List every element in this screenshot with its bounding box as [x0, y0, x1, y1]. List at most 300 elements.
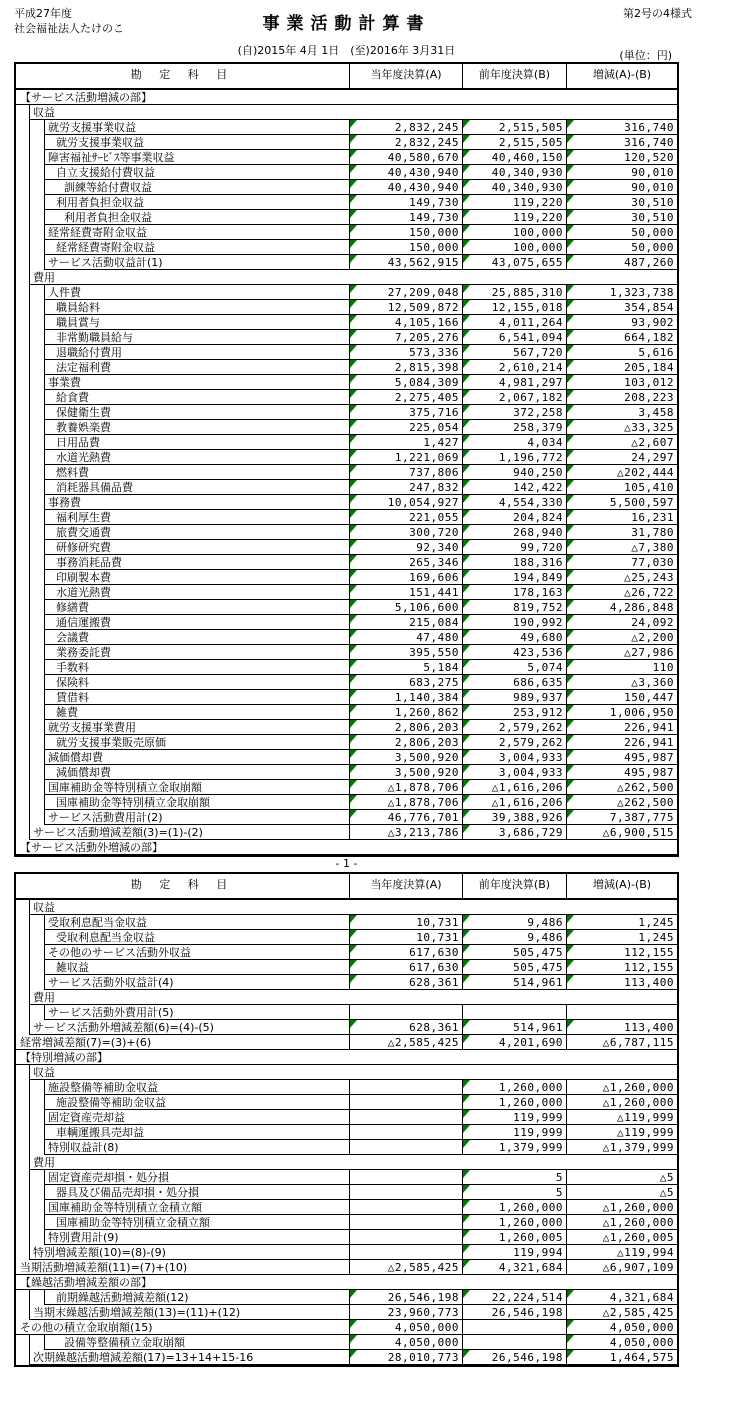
amount-previous: 4,011,264	[463, 315, 567, 330]
cell-flag-triangle-icon	[350, 375, 357, 383]
amount-diff: △2,585,425	[567, 1305, 677, 1320]
amount-previous: 9,486	[463, 915, 567, 930]
cell-flag-triangle-icon	[350, 720, 357, 728]
table-header-row	[16, 64, 677, 90]
amount-previous: 190,992	[463, 615, 567, 630]
account-row	[16, 555, 677, 570]
amount-current: △1,878,706	[350, 795, 463, 810]
amount-diff: △202,444	[567, 465, 677, 480]
indent-gutter	[16, 1215, 30, 1230]
amount-current: △2,585,425	[350, 1260, 463, 1275]
account-label: 研修研究費	[45, 540, 350, 555]
cell-flag-triangle-icon	[463, 1260, 470, 1268]
indent-gutter	[16, 630, 30, 645]
amount-current	[350, 1095, 463, 1110]
indent-gutter	[30, 675, 45, 690]
account-row	[16, 645, 677, 660]
indent-gutter	[30, 1215, 45, 1230]
indent-gutter	[16, 705, 30, 720]
account-row	[16, 1230, 677, 1245]
amount-diff: 4,321,684	[567, 1290, 677, 1305]
amount-previous: 119,220	[463, 195, 567, 210]
amount-current: △2,585,425	[350, 1035, 463, 1050]
cell-flag-triangle-icon	[463, 600, 470, 608]
cell-flag-triangle-icon	[463, 1035, 470, 1043]
amount-current: 617,630	[350, 945, 463, 960]
amount-diff: 664,182	[567, 330, 677, 345]
cell-flag-triangle-icon	[463, 555, 470, 563]
indent-gutter	[16, 240, 30, 255]
account-row	[16, 495, 677, 510]
cell-flag-triangle-icon	[463, 1230, 470, 1238]
indent-gutter	[16, 480, 30, 495]
amount-current	[350, 1170, 463, 1185]
cell-flag-triangle-icon	[567, 285, 574, 293]
cell-flag-triangle-icon	[567, 945, 574, 953]
indent-gutter	[30, 1110, 45, 1125]
amount-diff: 77,030	[567, 555, 677, 570]
accounting-period: (自)2015年 4月 1日 (至)2016年 3月31日	[237, 44, 456, 57]
amount-current	[350, 1215, 463, 1230]
indent-gutter	[16, 330, 30, 345]
indent-gutter	[30, 240, 45, 255]
amount-previous: 6,541,094	[463, 330, 567, 345]
indent-gutter	[30, 660, 45, 675]
indent-gutter	[16, 285, 30, 300]
cell-flag-triangle-icon	[350, 945, 357, 953]
cell-flag-triangle-icon	[567, 405, 574, 413]
indent-gutter	[30, 315, 45, 330]
indent-gutter	[16, 1095, 30, 1110]
amount-current: 23,960,773	[350, 1305, 463, 1320]
cell-flag-triangle-icon	[463, 705, 470, 713]
indent-gutter	[16, 450, 30, 465]
amount-previous: 40,340,930	[463, 180, 567, 195]
cell-flag-triangle-icon	[350, 435, 357, 443]
indent-gutter	[16, 1170, 30, 1185]
account-row	[16, 300, 677, 315]
page-title: 事業活動計算書	[262, 14, 431, 34]
indent-gutter	[16, 1125, 30, 1140]
indent-gutter	[16, 150, 30, 165]
account-row	[16, 780, 677, 795]
indent-gutter	[16, 525, 30, 540]
cell-flag-triangle-icon	[350, 525, 357, 533]
amount-current: 46,776,701	[350, 810, 463, 825]
indent-gutter	[30, 420, 45, 435]
cell-flag-triangle-icon	[567, 225, 574, 233]
account-row	[16, 255, 677, 270]
account-label: 利用者負担金収益	[45, 210, 350, 225]
amount-diff: 31,780	[567, 525, 677, 540]
amount-diff: △119,994	[567, 1245, 677, 1260]
account-label: 法定福利費	[45, 360, 350, 375]
account-row	[16, 1335, 677, 1350]
group-row	[16, 1155, 677, 1170]
cell-flag-triangle-icon	[463, 630, 470, 638]
cell-flag-triangle-icon	[567, 1350, 574, 1358]
account-label: 特別増減差額(10)=(8)-(9)	[30, 1245, 350, 1260]
amount-current	[350, 1245, 463, 1260]
amount-diff	[567, 1005, 677, 1020]
amount-diff: 50,000	[567, 225, 677, 240]
amount-previous: 514,961	[463, 975, 567, 990]
account-label: 教養娯楽費	[45, 420, 350, 435]
section-label: 【サービス活動増減の部】	[16, 90, 677, 105]
account-row	[16, 150, 677, 165]
indent-gutter	[30, 135, 45, 150]
account-label: 雑費	[45, 705, 350, 720]
amount-previous: 423,536	[463, 645, 567, 660]
indent-gutter	[16, 1335, 30, 1350]
cell-flag-triangle-icon	[463, 915, 470, 923]
amount-current: 150,000	[350, 225, 463, 240]
amount-current: △3,213,786	[350, 825, 463, 840]
amount-diff: 487,260	[567, 255, 677, 270]
indent-gutter	[16, 990, 30, 1005]
indent-gutter	[30, 1140, 45, 1155]
indent-gutter	[30, 390, 45, 405]
cell-flag-triangle-icon	[567, 1335, 574, 1343]
amount-diff: 150,447	[567, 690, 677, 705]
cell-flag-triangle-icon	[567, 705, 574, 713]
amount-previous: 119,999	[463, 1110, 567, 1125]
cell-flag-triangle-icon	[567, 315, 574, 323]
amount-current	[350, 1200, 463, 1215]
account-row	[16, 285, 677, 300]
account-row	[16, 120, 677, 135]
amount-previous: 1,260,000	[463, 1215, 567, 1230]
cell-flag-triangle-icon	[463, 465, 470, 473]
account-label: 前期繰越活動増減差額(12)	[45, 1290, 350, 1305]
account-label: 通信運搬費	[45, 615, 350, 630]
account-row	[16, 435, 677, 450]
amount-current	[350, 1110, 463, 1125]
amount-diff: △119,999	[567, 1125, 677, 1140]
amount-previous: 204,824	[463, 510, 567, 525]
indent-gutter	[16, 135, 30, 150]
indent-gutter	[30, 1200, 45, 1215]
indent-gutter	[30, 540, 45, 555]
account-label: サービス活動収益計(1)	[45, 255, 350, 270]
account-label: 減価償却費	[45, 750, 350, 765]
amount-diff: 30,510	[567, 195, 677, 210]
amount-previous: 26,546,198	[463, 1350, 567, 1365]
cell-flag-triangle-icon	[350, 225, 357, 233]
cell-flag-triangle-icon	[463, 195, 470, 203]
indent-gutter	[16, 255, 30, 270]
section-label: 【サービス活動外増減の部】	[16, 840, 677, 855]
amount-diff: 3,458	[567, 405, 677, 420]
amount-current: 47,480	[350, 630, 463, 645]
cell-flag-triangle-icon	[463, 975, 470, 983]
cell-flag-triangle-icon	[567, 180, 574, 188]
cell-flag-triangle-icon	[463, 675, 470, 683]
indent-gutter	[16, 465, 30, 480]
cell-flag-triangle-icon	[463, 1095, 470, 1103]
account-label: 水道光熱費	[45, 450, 350, 465]
amount-diff: 5,616	[567, 345, 677, 360]
account-label: その他の積立金取崩額(15)	[16, 1320, 350, 1335]
indent-gutter	[30, 525, 45, 540]
amount-current: 628,361	[350, 1020, 463, 1035]
account-row	[16, 1095, 677, 1110]
cell-flag-triangle-icon	[567, 555, 574, 563]
group-label: 費用	[30, 990, 677, 1005]
cell-flag-triangle-icon	[463, 735, 470, 743]
account-row	[16, 1245, 677, 1260]
account-row	[16, 1350, 677, 1365]
cell-flag-triangle-icon	[463, 285, 470, 293]
amount-previous: 3,004,933	[463, 765, 567, 780]
amount-diff: 110	[567, 660, 677, 675]
account-row	[16, 240, 677, 255]
amount-current: 1,140,384	[350, 690, 463, 705]
amount-current: 628,361	[350, 975, 463, 990]
amount-current	[350, 1005, 463, 1020]
account-row	[16, 525, 677, 540]
amount-diff: △3,360	[567, 675, 677, 690]
amount-previous	[463, 1320, 567, 1335]
cell-flag-triangle-icon	[350, 930, 357, 938]
cell-flag-triangle-icon	[350, 315, 357, 323]
indent-gutter	[30, 555, 45, 570]
account-label: 経常増減差額(7)=(3)+(6)	[16, 1035, 350, 1050]
cell-flag-triangle-icon	[567, 435, 574, 443]
amount-previous: 258,379	[463, 420, 567, 435]
cell-flag-triangle-icon	[463, 1080, 470, 1088]
cell-flag-triangle-icon	[463, 1170, 470, 1178]
amount-current: 7,205,276	[350, 330, 463, 345]
account-label: 施設整備等補助金収益	[45, 1080, 350, 1095]
account-label: 手数料	[45, 660, 350, 675]
group-row	[16, 990, 677, 1005]
account-row	[16, 180, 677, 195]
indent-gutter	[16, 795, 30, 810]
cell-flag-triangle-icon	[350, 915, 357, 923]
cell-flag-triangle-icon	[350, 420, 357, 428]
cell-flag-triangle-icon	[350, 810, 357, 818]
amount-current: 5,106,600	[350, 600, 463, 615]
indent-gutter	[16, 1290, 30, 1305]
amount-current: 1,260,862	[350, 705, 463, 720]
group-label: 費用	[30, 1155, 677, 1170]
account-row	[16, 705, 677, 720]
account-label: 国庫補助金等特別積立金取崩額	[45, 780, 350, 795]
cell-flag-triangle-icon	[350, 480, 357, 488]
amount-previous: 372,258	[463, 405, 567, 420]
section-header-row	[16, 1050, 677, 1065]
unit-label: (単位：円)	[619, 49, 672, 62]
amount-diff: 1,245	[567, 930, 677, 945]
amount-current: 617,630	[350, 960, 463, 975]
amount-previous: 505,475	[463, 945, 567, 960]
amount-current: 3,500,920	[350, 750, 463, 765]
table-body	[16, 90, 677, 855]
fiscal-year-label: 平成27年度	[14, 7, 72, 20]
amount-previous: 940,250	[463, 465, 567, 480]
amount-previous: 119,994	[463, 1245, 567, 1260]
cell-flag-triangle-icon	[350, 240, 357, 248]
cell-flag-triangle-icon	[463, 150, 470, 158]
account-row	[16, 1080, 677, 1095]
indent-gutter	[16, 105, 30, 120]
account-row	[16, 690, 677, 705]
account-label: 受取利息配当金収益	[45, 930, 350, 945]
indent-gutter	[30, 1005, 45, 1020]
group-row	[16, 270, 677, 285]
amount-current: 395,550	[350, 645, 463, 660]
account-row	[16, 225, 677, 240]
amount-previous: 178,163	[463, 585, 567, 600]
amount-current	[350, 1230, 463, 1245]
cell-flag-triangle-icon	[463, 780, 470, 788]
account-label: 日用品費	[45, 435, 350, 450]
amount-previous: 119,220	[463, 210, 567, 225]
cell-flag-triangle-icon	[463, 435, 470, 443]
table-header-row	[16, 874, 677, 900]
cell-flag-triangle-icon	[463, 300, 470, 308]
amount-current: 2,806,203	[350, 735, 463, 750]
amount-diff: 105,410	[567, 480, 677, 495]
amount-diff: 5,500,597	[567, 495, 677, 510]
account-label: 施設整備等補助金収益	[45, 1095, 350, 1110]
amount-current: 26,546,198	[350, 1290, 463, 1305]
amount-diff: 316,740	[567, 135, 677, 150]
indent-gutter	[16, 555, 30, 570]
account-row	[16, 915, 677, 930]
section-label: 【繰越活動増減差額の部】	[16, 1275, 677, 1290]
cell-flag-triangle-icon	[567, 645, 574, 653]
cell-flag-triangle-icon	[567, 660, 574, 668]
amount-previous: 1,260,000	[463, 1200, 567, 1215]
section-header-row	[16, 90, 677, 105]
account-label: サービス活動増減差額(3)=(1)-(2)	[30, 825, 350, 840]
amount-previous: △1,616,206	[463, 780, 567, 795]
amount-previous: 194,849	[463, 570, 567, 585]
indent-gutter	[16, 750, 30, 765]
amount-current: 169,606	[350, 570, 463, 585]
amount-diff: 112,155	[567, 960, 677, 975]
column-header-current: 当年度決算(A)	[350, 64, 463, 90]
amount-previous: 253,912	[463, 705, 567, 720]
cell-flag-triangle-icon	[350, 465, 357, 473]
account-label: 就労支援事業収益	[45, 120, 350, 135]
amount-diff: △6,787,115	[567, 1035, 677, 1050]
cell-flag-triangle-icon	[567, 330, 574, 338]
amount-current: 300,720	[350, 525, 463, 540]
cell-flag-triangle-icon	[350, 660, 357, 668]
indent-gutter	[30, 1230, 45, 1245]
account-row	[16, 600, 677, 615]
account-label: 特別費用計(9)	[45, 1230, 350, 1245]
cell-flag-triangle-icon	[350, 600, 357, 608]
indent-gutter	[30, 645, 45, 660]
cell-flag-triangle-icon	[463, 570, 470, 578]
account-row	[16, 465, 677, 480]
cell-flag-triangle-icon	[463, 540, 470, 548]
account-label: 雑収益	[45, 960, 350, 975]
account-row	[16, 195, 677, 210]
amount-diff: 316,740	[567, 120, 677, 135]
cell-flag-triangle-icon	[350, 780, 357, 788]
account-row	[16, 345, 677, 360]
amount-diff: 24,092	[567, 615, 677, 630]
cell-flag-triangle-icon	[463, 810, 470, 818]
cell-flag-triangle-icon	[350, 585, 357, 593]
cell-flag-triangle-icon	[463, 375, 470, 383]
indent-gutter	[16, 405, 30, 420]
account-row	[16, 630, 677, 645]
amount-diff: △6,907,109	[567, 1260, 677, 1275]
amount-current: 10,731	[350, 930, 463, 945]
cell-flag-triangle-icon	[463, 330, 470, 338]
indent-gutter	[16, 915, 30, 930]
cell-flag-triangle-icon	[463, 225, 470, 233]
amount-current: 149,730	[350, 195, 463, 210]
amount-previous: 25,885,310	[463, 285, 567, 300]
indent-gutter	[16, 825, 30, 840]
amount-diff: 30,510	[567, 210, 677, 225]
indent-gutter	[30, 1095, 45, 1110]
indent-gutter	[30, 165, 45, 180]
cell-flag-triangle-icon	[463, 750, 470, 758]
indent-gutter	[16, 1005, 30, 1020]
indent-gutter	[30, 1080, 45, 1095]
amount-diff: △5	[567, 1170, 677, 1185]
cell-flag-triangle-icon	[350, 165, 357, 173]
amount-diff: 90,010	[567, 180, 677, 195]
account-label: 事務費	[45, 495, 350, 510]
cell-flag-triangle-icon	[350, 1335, 357, 1343]
account-row	[16, 1290, 677, 1305]
amount-previous: 1,196,772	[463, 450, 567, 465]
account-row	[16, 360, 677, 375]
amount-current: 2,815,398	[350, 360, 463, 375]
group-label: 収益	[30, 900, 677, 915]
indent-gutter	[30, 300, 45, 315]
cell-flag-triangle-icon	[567, 930, 574, 938]
page-number: - 1 -	[335, 857, 358, 870]
amount-previous: 514,961	[463, 1020, 567, 1035]
statement-table-page2	[14, 872, 679, 1367]
cell-flag-triangle-icon	[350, 750, 357, 758]
cell-flag-triangle-icon	[463, 510, 470, 518]
account-row	[16, 405, 677, 420]
amount-diff: 1,006,950	[567, 705, 677, 720]
account-row	[16, 1005, 677, 1020]
amount-previous: 3,004,933	[463, 750, 567, 765]
cell-flag-triangle-icon	[567, 450, 574, 458]
amount-current: 1,221,069	[350, 450, 463, 465]
account-row	[16, 735, 677, 750]
cell-flag-triangle-icon	[350, 675, 357, 683]
indent-gutter	[16, 1185, 30, 1200]
amount-current: 683,275	[350, 675, 463, 690]
account-label: 固定資産売却損・処分損	[45, 1170, 350, 1185]
account-label: 障害福祉ｻｰﾋﾞｽ等事業収益	[45, 150, 350, 165]
indent-gutter	[30, 960, 45, 975]
amount-previous: 22,224,514	[463, 1290, 567, 1305]
cell-flag-triangle-icon	[567, 975, 574, 983]
amount-current: 92,340	[350, 540, 463, 555]
indent-gutter	[30, 930, 45, 945]
amount-current: 265,346	[350, 555, 463, 570]
cell-flag-triangle-icon	[567, 1290, 574, 1298]
section-label: 【特別増減の部】	[16, 1050, 677, 1065]
indent-gutter	[30, 195, 45, 210]
indent-gutter	[30, 1290, 45, 1305]
